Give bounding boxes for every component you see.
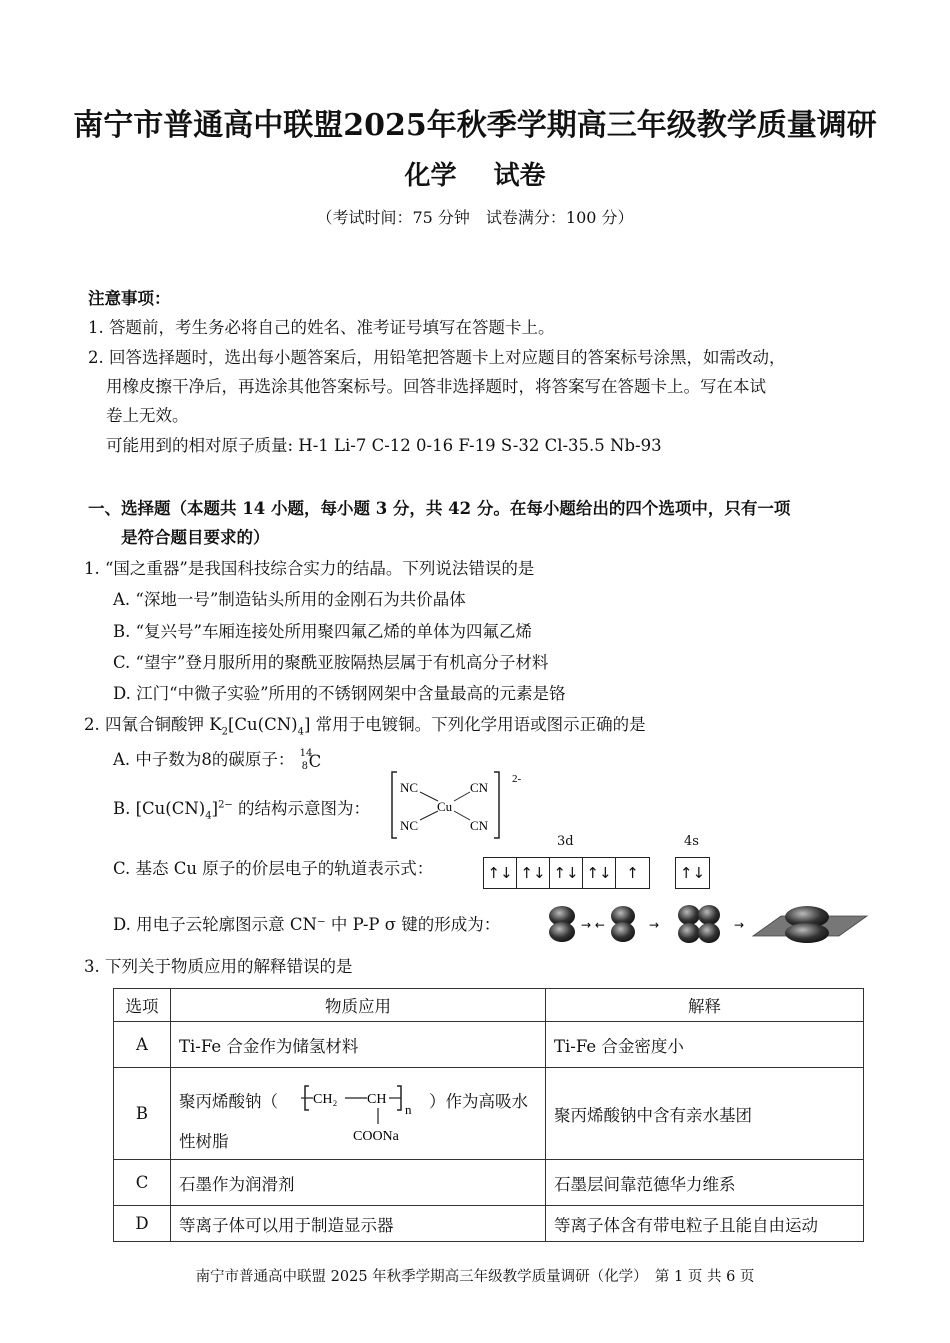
notice-item-2-line1: 2. 回答选择题时，选出每小题答案后，用铅笔把答题卡上对应题目的答案标号涂黑，如需改动， [88, 348, 786, 367]
q2-stem-sub2: 4 [297, 726, 304, 738]
q3-stem: 3. 下列关于物质应用的解释错误的是 [84, 957, 353, 976]
row-b-application [171, 1068, 546, 1160]
polyacrylate-structure [301, 1076, 426, 1152]
q2-option-a [113, 746, 322, 772]
row-b-app-line2: 性树脂 [179, 1131, 229, 1151]
row-d-application: 等离子体可以用于制造显示器 [171, 1206, 546, 1242]
q2-option-b-sup: 2− [218, 799, 233, 811]
q2-option-c: C. 基态 Cu 原子的价层电子的轨道表示式： [113, 859, 434, 878]
ligand-bl: NC [400, 818, 419, 833]
ligand-br: CN [470, 818, 489, 833]
ligand-tr: CN [470, 780, 489, 795]
row-c-option: C [114, 1160, 171, 1206]
label-4s: 4s [684, 834, 699, 849]
ligand-tl: NC [400, 780, 419, 795]
q2-stem [84, 711, 646, 737]
table-row [114, 1068, 864, 1160]
cu-cn4-structure-diagram [388, 768, 528, 842]
subject-name: 化学 [404, 161, 457, 191]
row-b-app-post: ）作为高吸水 [429, 1091, 528, 1111]
orbital-3d-boxes [483, 857, 650, 889]
q1-option-a: A. “深地一号”制造钻头所用的金刚石为共价晶体 [113, 590, 466, 609]
isotope-mass: 14 [299, 747, 313, 759]
overlap-orbital-icon [678, 905, 720, 943]
sigma-bond-icon [753, 906, 867, 943]
polymer-ch: CH [367, 1091, 387, 1107]
isotope-symbol: C [308, 751, 322, 771]
q1-option-c: C. “望宇”登月服所用的聚酰亚胺隔热层属于有机高分子材料 [113, 653, 549, 672]
header-explanation: 解释 [546, 989, 864, 1022]
row-a-application: Ti-Fe 合金作为储氢材料 [171, 1022, 546, 1068]
row-c-explanation: 石墨层间靠范德华力维系 [546, 1160, 864, 1206]
orbital-3d-5: ↑ [626, 864, 639, 882]
row-d-option: D [114, 1206, 171, 1242]
paper-label: 试卷 [493, 161, 546, 191]
row-a-explanation: Ti-Fe 合金密度小 [546, 1022, 864, 1068]
section-heading-line1: 一、选择题（本题共 14 小题，每小题 3 分，共 42 分。在每小题给出的四个选项中，只有一项 [88, 499, 791, 518]
q3-table [113, 988, 864, 1242]
polymer-group: COONa [353, 1128, 399, 1144]
row-d-explanation: 等离子体含有带电粒子且能自由运动 [546, 1206, 864, 1242]
svg-text:→ ←: → ← [581, 918, 605, 932]
label-3d: 3d [557, 834, 574, 849]
center-cu: Cu [437, 799, 453, 814]
q2-option-b-post: 的结构示意图为： [232, 799, 371, 818]
table-header-row [114, 989, 864, 1022]
q1-stem: 1. “国之重器”是我国科技综合实力的结晶。下列说法错误的是 [84, 559, 535, 578]
table-row [114, 1022, 864, 1068]
isotope-number: 8 [301, 760, 309, 772]
notice-item-2-line2: 用橡皮擦干净后，再选涂其他答案标号。回答非选择题时，将答案写在答题卡上。写在本试 [106, 377, 766, 396]
notice-heading: 注意事项： [88, 289, 171, 308]
orbital-4s-1: ↑↓ [679, 864, 706, 882]
orbital-3d-1: ↑↓ [484, 858, 517, 888]
q2-option-b [113, 795, 370, 821]
q1-option-d: D. 江门“中微子实验”所用的不锈钢网架中含量最高的元素是铬 [113, 684, 566, 703]
arrow-icon: → [649, 918, 660, 932]
header-application: 物质应用 [171, 989, 546, 1022]
p-orbital-1-icon [549, 906, 575, 942]
orbital-3d-3: ↑↓ [550, 858, 583, 888]
notice-item-2-line3: 卷上无效。 [106, 406, 189, 425]
section-heading-line2: 是符合题目要求的） [121, 528, 270, 547]
q2-option-b-sub: 4 [205, 810, 212, 822]
page-footer: 南宁市普通高中联盟 2025 年秋季学期高三年级教学质量调研（化学） 第 1 页 共 6 页 [195, 1269, 755, 1285]
notice-item-1: 1. 答题前，考生务必将自己的姓名、准考证号填写在答题卡上。 [88, 318, 555, 337]
orbital-3d-4: ↑↓ [583, 858, 616, 888]
row-b-explanation: 聚丙烯酸钠中含有亲水基团 [546, 1068, 864, 1160]
q2-stem-mid: [Cu(CN) [227, 715, 298, 734]
electron-cloud-diagram [545, 902, 870, 946]
atomic-mass-line: 可能用到的相对原子质量: H-1 Li-7 C-12 0-16 F-19 S-32 Cl-35.5 Nb-93 [106, 436, 662, 455]
polymer-ch2: CH₂ [313, 1091, 338, 1107]
row-a-option: A [114, 1022, 171, 1068]
row-c-application: 石墨作为润滑剂 [171, 1160, 546, 1206]
q2-option-b-close: ] [211, 799, 219, 818]
header-option: 选项 [114, 989, 171, 1022]
q2-option-b-pre: B. [Cu(CN) [113, 799, 206, 818]
q2-stem-sub1: 2 [221, 726, 228, 738]
q2-option-d: D. 用电子云轮廓图示意 CN⁻ 中 P-P σ 键的形成为： [113, 915, 501, 934]
complex-charge: 2- [512, 773, 522, 785]
orbital-4s-box [675, 857, 710, 889]
polymer-n: n [405, 1101, 412, 1117]
subject-title [0, 155, 950, 192]
exam-title: 南宁市普通高中联盟2025年秋季学期高三年级教学质量调研 [73, 108, 877, 143]
row-b-option: B [114, 1068, 171, 1160]
q2-stem-post: ] 常用于电镀铜。下列化学用语或图示正确的是 [303, 715, 646, 734]
orbital-3d-2: ↑↓ [517, 858, 550, 888]
table-row [114, 1206, 864, 1242]
table-row [114, 1160, 864, 1206]
arrow-icon-2: → [734, 918, 745, 932]
p-orbital-2-icon [611, 906, 635, 942]
row-b-app-pre: 聚丙烯酸钠（ [179, 1091, 278, 1111]
carbon-isotope [299, 747, 322, 772]
exam-info: （考试时间：75 分钟 试卷满分：100 分） [316, 208, 634, 227]
q1-option-b: B. “复兴号”车厢连接处所用聚四氟乙烯的单体为四氟乙烯 [113, 622, 532, 641]
q2-stem-pre: 2. 四氰合铜酸钾 K [84, 715, 222, 734]
q2-option-a-text: A. 中子数为8的碳原子： [113, 750, 295, 769]
